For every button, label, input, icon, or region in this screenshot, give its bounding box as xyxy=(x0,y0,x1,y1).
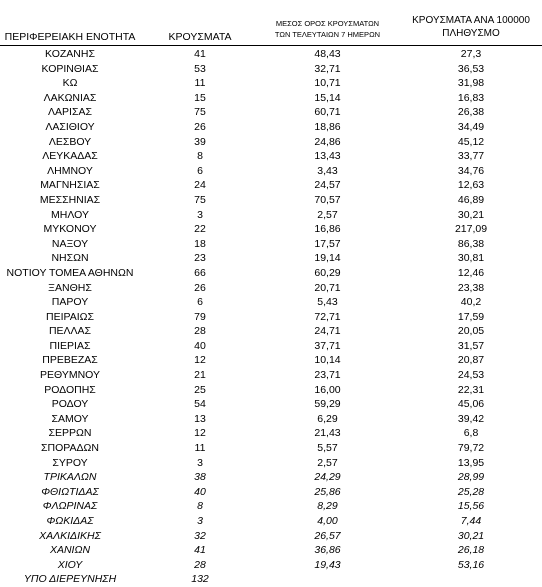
per-100000-cell: 34,76 xyxy=(457,164,485,177)
per-100000-cell: 16,83 xyxy=(457,91,485,104)
cases-cell: 8 xyxy=(197,150,203,163)
region-cell: ΝΗΣΩΝ xyxy=(51,252,89,265)
table-row xyxy=(0,251,542,266)
table-row xyxy=(0,441,542,456)
cases-cell: 8 xyxy=(197,500,203,513)
cases-cell: 75 xyxy=(194,193,206,206)
table-row xyxy=(0,470,542,485)
table-row xyxy=(0,339,542,354)
cases-cell: 12 xyxy=(194,354,206,367)
per-100000-cell: 86,38 xyxy=(457,237,485,250)
table-row xyxy=(0,324,542,339)
per-100000-cell: 31,57 xyxy=(457,339,485,352)
region-cell: ΣΥΡΟΥ xyxy=(52,456,88,469)
cases-cell: 3 xyxy=(197,515,203,527)
table-row xyxy=(0,543,542,558)
avg-cell: 2,57 xyxy=(317,208,338,221)
cases-cell: 22 xyxy=(194,223,206,236)
region-cell: ΦΛΩΡΙΝΑΣ xyxy=(42,500,98,513)
per-100000-cell: 15,56 xyxy=(457,500,485,513)
per-100000-cell: 7,44 xyxy=(460,515,482,527)
avg-cell: 37,71 xyxy=(314,339,341,352)
per-100000-cell: 30,21 xyxy=(457,529,485,542)
avg-cell: 24,29 xyxy=(314,471,341,484)
region-cell: ΣΑΜΟΥ xyxy=(51,412,89,425)
table-row xyxy=(0,266,542,281)
cases-cell: 21 xyxy=(194,369,206,382)
region-cell: ΧΑΛΚΙΔΙΚΗΣ xyxy=(39,529,101,542)
region-cell: ΠΡΕΒΕΖΑΣ xyxy=(42,354,98,367)
per-100000-cell: 27,3 xyxy=(460,48,482,60)
cases-cell: 32 xyxy=(194,529,206,542)
table-row xyxy=(0,222,542,237)
avg-cell: 19,14 xyxy=(314,252,341,265)
cases-cell: 54 xyxy=(194,398,206,411)
cases-cell: 3 xyxy=(197,208,203,221)
table-row xyxy=(0,368,542,383)
table-row xyxy=(0,310,542,325)
avg-cell: 23,71 xyxy=(314,369,341,382)
table-row xyxy=(0,120,542,135)
table-row xyxy=(0,47,542,62)
avg-cell: 60,29 xyxy=(314,266,341,279)
region-cell: ΦΩΚΙΔΑΣ xyxy=(46,515,94,527)
region-cell: ΞΑΝΘΗΣ xyxy=(48,281,92,294)
avg-cell: 2,57 xyxy=(317,456,338,469)
cases-cell: 25 xyxy=(194,383,206,396)
table-body xyxy=(0,47,542,587)
table-row xyxy=(0,91,542,106)
table-row xyxy=(0,514,542,529)
cases-cell: 53 xyxy=(194,62,206,75)
region-cell: ΥΠΟ ΔΙΕΡΕΥΝΗΣΗ xyxy=(23,573,117,586)
region-cell: ΚΟΡΙΝΘΙΑΣ xyxy=(41,62,99,75)
per-100000-cell: 17,59 xyxy=(457,310,485,323)
cases-cell: 13 xyxy=(194,412,206,425)
avg-cell: 24,86 xyxy=(314,135,341,148)
avg-cell: 3,43 xyxy=(317,164,338,177)
header-per-line2: ΠΛΗΘΥΣΜΟ xyxy=(442,28,500,39)
header-divider xyxy=(0,45,542,46)
region-cell: ΠΕΙΡΑΙΩΣ xyxy=(46,310,94,323)
per-100000-cell: 34,49 xyxy=(457,120,485,133)
cases-cell: 12 xyxy=(194,427,206,440)
avg-cell: 16,86 xyxy=(314,223,341,236)
per-100000-cell: 23,38 xyxy=(457,281,485,294)
region-cell: ΧΙΟΥ xyxy=(57,558,83,571)
cases-cell: 132 xyxy=(191,573,209,586)
table-row xyxy=(0,208,542,223)
table-row xyxy=(0,397,542,412)
avg-cell: 10,71 xyxy=(314,77,341,90)
cases-cell: 15 xyxy=(194,91,206,104)
cases-cell: 26 xyxy=(194,120,206,133)
avg-cell: 25,86 xyxy=(314,485,341,498)
per-100000-cell: 22,31 xyxy=(457,383,485,396)
per-100000-cell: 26,18 xyxy=(457,544,485,557)
per-100000-cell: 13,95 xyxy=(457,456,485,469)
table-row xyxy=(0,135,542,150)
avg-cell: 32,71 xyxy=(314,62,341,75)
region-cell: ΛΗΜΝΟΥ xyxy=(47,164,93,177)
avg-cell: 4,00 xyxy=(317,515,338,527)
cases-cell: 11 xyxy=(194,442,206,455)
table-row xyxy=(0,62,542,77)
table-row xyxy=(0,193,542,208)
region-cell: ΜΑΓΝΗΣΙΑΣ xyxy=(40,179,100,192)
per-100000-cell: 40,2 xyxy=(460,296,482,309)
region-cell: ΛΕΥΚΑΔΑΣ xyxy=(42,150,98,163)
cases-cell: 6 xyxy=(197,296,203,309)
avg-cell: 59,29 xyxy=(314,398,341,411)
table-row xyxy=(0,164,542,179)
per-100000-cell: 45,06 xyxy=(457,398,485,411)
region-cell: ΛΑΚΩΝΙΑΣ xyxy=(43,91,97,104)
cases-cell: 28 xyxy=(194,558,206,571)
per-100000-cell: 26,38 xyxy=(457,106,485,119)
cases-cell: 66 xyxy=(194,266,206,279)
table-row xyxy=(0,383,542,398)
region-cell: ΦΘΙΩΤΙΔΑΣ xyxy=(41,485,99,498)
avg-cell: 13,43 xyxy=(314,150,341,163)
header-avg-line1: ΜΕΣΟΣ ΟΡΟΣ ΚΡΟΥΣΜΑΤΩΝ xyxy=(275,19,380,28)
cases-cell: 40 xyxy=(194,339,206,352)
header-region: ΠΕΡΙΦΕΡΕΙΑΚΗ ΕΝΟΤΗΤΑ xyxy=(4,31,136,43)
cases-cell: 26 xyxy=(194,281,206,294)
region-cell: ΚΟΖΑΝΗΣ xyxy=(45,48,95,60)
per-100000-cell: 12,46 xyxy=(457,266,485,279)
cases-cell: 40 xyxy=(194,485,206,498)
table-row xyxy=(0,76,542,91)
region-cell: ΡΕΘΥΜΝΟΥ xyxy=(39,369,100,382)
table-row xyxy=(0,412,542,427)
per-100000-cell: 20,05 xyxy=(457,325,485,338)
cases-cell: 39 xyxy=(194,135,206,148)
region-cell: ΡΟΔΟΥ xyxy=(51,398,89,411)
avg-cell: 20,71 xyxy=(314,281,341,294)
per-100000-cell: 30,21 xyxy=(457,208,485,221)
per-100000-cell: 20,87 xyxy=(457,354,485,367)
avg-cell: 48,43 xyxy=(314,48,341,60)
table-row xyxy=(0,572,542,587)
avg-cell: 6,29 xyxy=(317,412,338,425)
cases-cell: 6 xyxy=(197,164,203,177)
avg-cell: 10,14 xyxy=(314,354,341,367)
cases-cell: 24 xyxy=(194,179,206,192)
table-row xyxy=(0,499,542,514)
per-100000-cell: 53,16 xyxy=(457,558,485,571)
avg-cell: 19,43 xyxy=(314,558,341,571)
cases-cell: 11 xyxy=(194,77,206,90)
region-cell: ΝΑΞΟΥ xyxy=(51,237,89,250)
cases-cell: 79 xyxy=(194,310,206,323)
cases-cell: 18 xyxy=(194,237,206,250)
region-cell: ΛΑΡΙΣΑΣ xyxy=(48,106,92,119)
region-cell: ΠΑΡΟΥ xyxy=(51,296,89,309)
avg-cell: 16,00 xyxy=(314,383,341,396)
header-avg-7-days xyxy=(255,18,400,40)
per-100000-cell: 25,28 xyxy=(457,485,485,498)
per-100000-cell: 6,8 xyxy=(463,427,479,440)
region-cell: ΡΟΔΟΠΗΣ xyxy=(44,383,96,396)
per-100000-cell: 30,81 xyxy=(457,252,485,265)
per-100000-cell: 12,63 xyxy=(457,179,485,192)
avg-cell: 36,86 xyxy=(314,544,341,557)
avg-cell: 21,43 xyxy=(314,427,341,440)
region-cell: ΧΑΝΙΩΝ xyxy=(49,544,91,557)
per-100000-cell: 36,53 xyxy=(457,62,485,75)
cases-cell: 28 xyxy=(194,325,206,338)
per-100000-cell: 45,12 xyxy=(457,135,485,148)
per-100000-cell: 46,89 xyxy=(457,193,485,206)
per-100000-cell: 79,72 xyxy=(457,442,485,455)
avg-cell: 24,57 xyxy=(314,179,341,192)
table-row xyxy=(0,178,542,193)
region-cell: ΛΕΣΒΟΥ xyxy=(48,135,92,148)
avg-cell: 8,29 xyxy=(317,500,338,513)
cases-cell: 41 xyxy=(194,544,206,557)
region-cell: ΛΑΣΙΘΙΟΥ xyxy=(45,120,95,133)
avg-cell: 5,43 xyxy=(317,296,338,309)
per-100000-cell: 24,53 xyxy=(457,369,485,382)
header-avg-line2: ΤΩΝ ΤΕΛΕΥΤΑΙΩΝ 7 ΗΜΕΡΩΝ xyxy=(274,30,381,39)
cases-cell: 41 xyxy=(194,48,206,60)
header-per-100000 xyxy=(400,14,542,40)
per-100000-cell: 39,42 xyxy=(457,412,485,425)
region-cell: ΤΡΙΚΑΛΩΝ xyxy=(43,471,97,484)
region-cell: ΝΟΤΙΟΥ ΤΟΜΕΑ ΑΘΗΝΩΝ xyxy=(6,266,134,279)
region-cell: ΜΕΣΣΗΝΙΑΣ xyxy=(39,193,101,206)
avg-cell: 26,57 xyxy=(314,529,341,542)
avg-cell: 17,57 xyxy=(314,237,341,250)
region-cell: ΠΕΛΛΑΣ xyxy=(48,325,92,338)
region-cell: ΠΙΕΡΙΑΣ xyxy=(49,339,91,352)
region-cell: ΣΠΟΡΑΔΩΝ xyxy=(41,442,99,455)
cases-cell: 3 xyxy=(197,456,203,469)
cases-cell: 23 xyxy=(194,252,206,265)
avg-cell: 70,57 xyxy=(314,193,341,206)
cases-cell: 38 xyxy=(194,471,206,484)
header-cases: ΚΡΟΥΣΜΑΤΑ xyxy=(168,31,232,43)
avg-cell: 18,86 xyxy=(314,120,341,133)
region-cell: ΚΩ xyxy=(62,77,78,90)
table-row xyxy=(0,426,542,441)
avg-cell: 5,57 xyxy=(317,442,338,455)
per-100000-cell: 217,09 xyxy=(454,223,488,236)
header-per-line1: ΚΡΟΥΣΜΑΤΑ ΑΝΑ 100000 xyxy=(412,15,530,26)
table-row xyxy=(0,149,542,164)
region-cell: ΣΕΡΡΩΝ xyxy=(48,427,92,440)
table-row xyxy=(0,558,542,573)
per-100000-cell: 28,99 xyxy=(457,471,485,484)
per-100000-cell: 31,98 xyxy=(457,77,485,90)
table-row xyxy=(0,105,542,120)
per-100000-cell: 33,77 xyxy=(457,150,485,163)
avg-cell: 60,71 xyxy=(314,106,341,119)
table-row xyxy=(0,456,542,471)
table-row xyxy=(0,281,542,296)
avg-cell: 72,71 xyxy=(314,310,341,323)
region-cell: ΜΥΚΟΝΟΥ xyxy=(43,223,97,236)
table-row xyxy=(0,237,542,252)
cases-cell: 75 xyxy=(194,106,206,119)
table-row xyxy=(0,353,542,368)
table-row xyxy=(0,529,542,544)
table-row xyxy=(0,485,542,500)
avg-cell: 15,14 xyxy=(314,91,341,104)
avg-cell: 24,71 xyxy=(314,325,341,338)
table-row xyxy=(0,295,542,310)
region-cell: ΜΗΛΟΥ xyxy=(51,208,89,221)
